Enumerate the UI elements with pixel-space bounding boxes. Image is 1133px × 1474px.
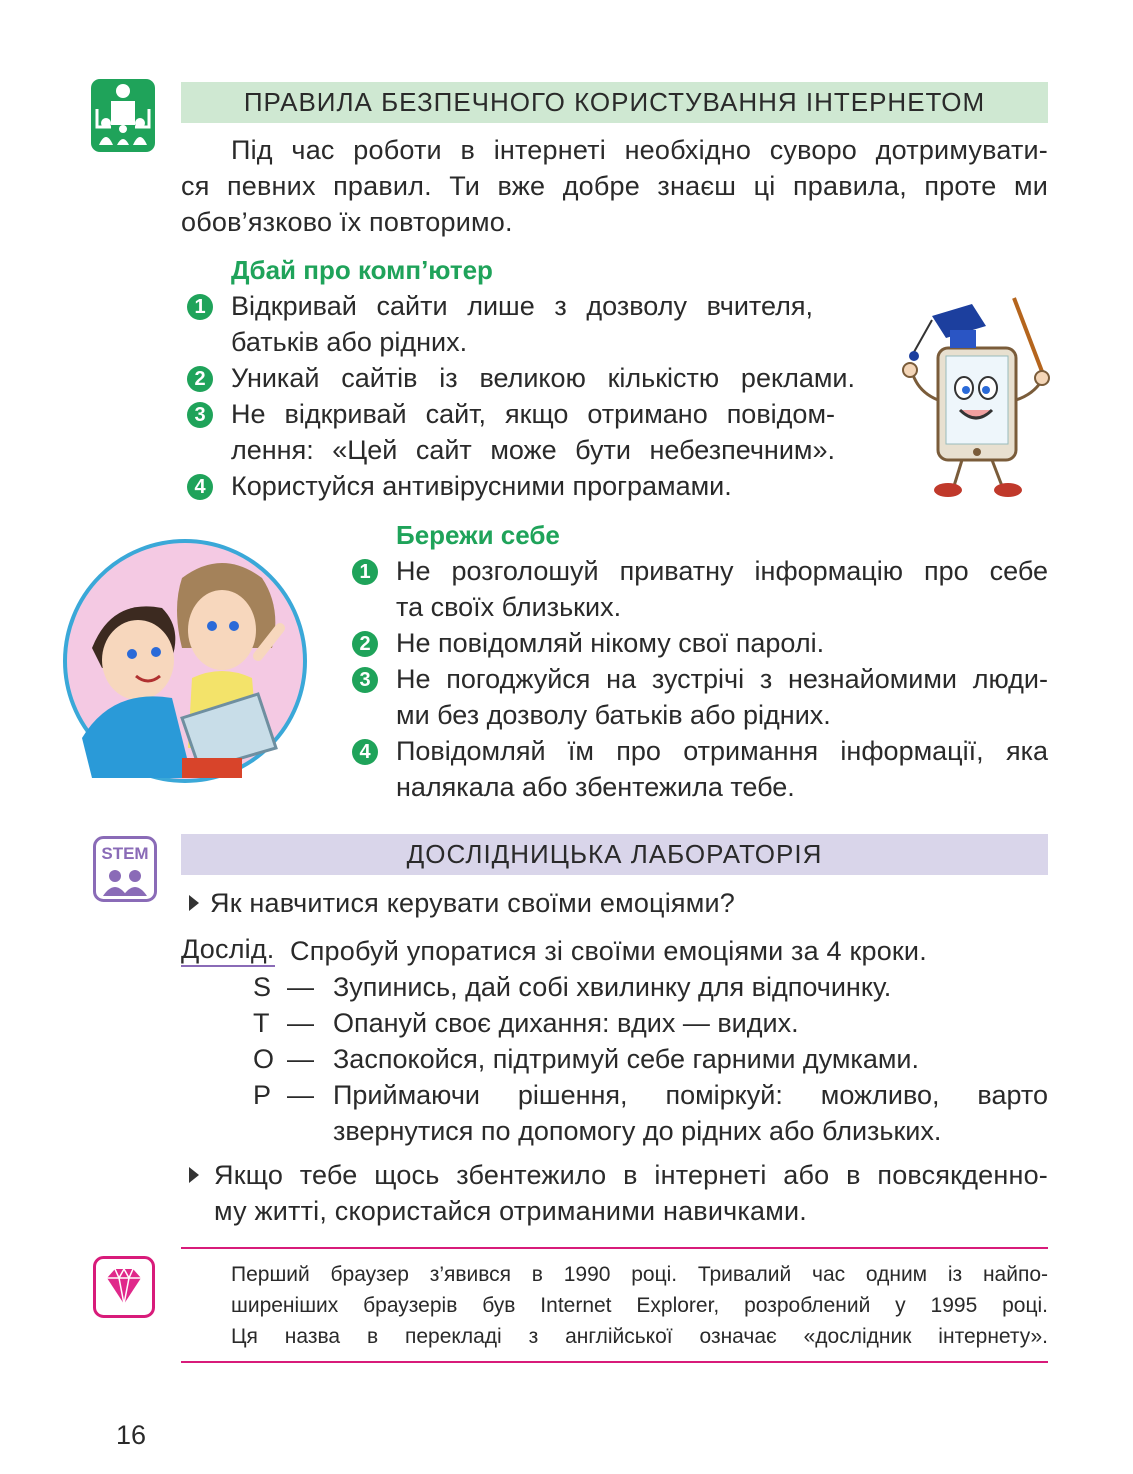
step-dash-s: — <box>287 972 314 1002</box>
fact-line-1: Перший браузер з’явився в 1990 році. Тривалий час одним із найпо- <box>231 1263 1048 1286</box>
fact-line-3: Ця назва в перекладі з англійської означає «дослідник інтернету». <box>231 1325 1048 1348</box>
computer-item-3-line-1: Не відкривай сайт, якщо отримано повідом- <box>231 399 835 429</box>
self-item-1-line-2: та своїх близьких. <box>396 592 622 622</box>
fact-bottom-rule <box>181 1361 1048 1363</box>
research-question: Як навчитися керувати своїми емоціями? <box>210 888 735 918</box>
step-letter-p: P <box>253 1080 272 1110</box>
tablet-mascot-illustration <box>884 290 1054 502</box>
experiment-text: Спробуй упоратися зі своїми емоціями за 4 кроки. <box>290 936 927 966</box>
experiment-label: Дослід. <box>181 933 275 967</box>
conclusion-bullet <box>189 1167 199 1183</box>
self-item-4-line-1: Повідомляй їм про отримання інформації, яка <box>396 736 1048 766</box>
self-item-number-3: 3 <box>352 667 378 693</box>
step-letter-o: O <box>253 1044 275 1074</box>
step-text-o: Заспокойся, підтримуй себе гарними думками. <box>333 1044 919 1074</box>
step-dash-o: — <box>287 1044 314 1074</box>
self-item-number-4: 4 <box>352 739 378 765</box>
section-title-research-lab: ДОСЛІДНИЦЬКА ЛАБОРАТОРІЯ <box>181 834 1048 875</box>
computer-item-1-line-1: Відкривай сайти лише з дозволу вчителя, <box>231 291 813 321</box>
computer-care-heading: Дбай про комп’ютер <box>231 255 493 285</box>
self-item-number-2: 2 <box>352 631 378 657</box>
self-item-number-1: 1 <box>352 559 378 585</box>
self-item-3-line-2: ми без дозволу батьків або рідних. <box>396 700 831 730</box>
stem-badge <box>93 836 157 902</box>
step-text-t: Опануй своє дихання: вдих — видих. <box>333 1008 799 1038</box>
self-item-4-line-2: налякала або збентежила тебе. <box>396 772 795 802</box>
section-title-internet-rules: ПРАВИЛА БЕЗПЕЧНОГО КОРИСТУВАННЯ ІНТЕРНЕТОМ <box>181 82 1048 123</box>
step-dash-t: — <box>287 1008 314 1038</box>
self-item-2-line-1: Не повідомляй нікому свої паролі. <box>396 628 825 658</box>
intro-line-1: Під час роботи в інтернеті необхідно суворо дотримувати- <box>231 135 1048 165</box>
step-text-p-line-1: Приймаючи рішення, поміркуй: можливо, варто <box>333 1080 1048 1110</box>
conclusion-line-1: Якщо тебе щось збентежило в інтернеті або в повсякденно- <box>214 1160 1048 1190</box>
fact-top-rule <box>181 1247 1048 1249</box>
step-text-s: Зупинись, дай собі хвилинку для відпочинку. <box>333 972 892 1002</box>
intro-line-3: обов’язково їх повторимо. <box>181 207 513 237</box>
question-bullet <box>189 895 199 911</box>
page-number: 16 <box>116 1420 147 1450</box>
self-care-heading: Бережи себе <box>396 520 560 550</box>
self-item-1-line-1: Не розголошуй приватну інформацію про себе <box>396 556 1048 586</box>
computer-item-number-3: 3 <box>187 402 213 428</box>
children-with-tablet-illustration <box>62 538 308 784</box>
step-dash-p: — <box>287 1080 314 1110</box>
group-work-icon <box>91 79 155 152</box>
computer-item-4-line-1: Користуйся антивірусними програмами. <box>231 471 732 501</box>
diamond-icon <box>93 1256 155 1318</box>
step-text-p-line-2: звернутися по допомогу до рідних або близьких. <box>333 1116 942 1146</box>
self-item-3-line-1: Не погоджуйся на зустрічі з незнайомими люди- <box>396 664 1048 694</box>
computer-item-number-2: 2 <box>187 366 213 392</box>
conclusion-line-2: му житті, скористайся отриманими навичками. <box>214 1196 807 1226</box>
step-letter-s: S <box>253 972 272 1002</box>
fact-line-2: ширеніших браузерів був Internet Explorer, розроблений у 1995 році. <box>231 1294 1048 1317</box>
intro-line-2: ся певних правил. Ти вже добре знаєш ці правила, проте ми <box>181 171 1048 201</box>
computer-item-number-4: 4 <box>187 474 213 500</box>
computer-item-2-line-1: Уникай сайтів із великою кількістю реклами. <box>231 363 855 393</box>
computer-item-number-1: 1 <box>187 294 213 320</box>
stem-badge-label: STEM <box>101 844 149 863</box>
computer-item-3-line-2: лення: «Цей сайт може бути небезпечним». <box>231 435 835 465</box>
step-letter-t: T <box>253 1008 270 1038</box>
computer-item-1-line-2: батьків або рідних. <box>231 327 468 357</box>
